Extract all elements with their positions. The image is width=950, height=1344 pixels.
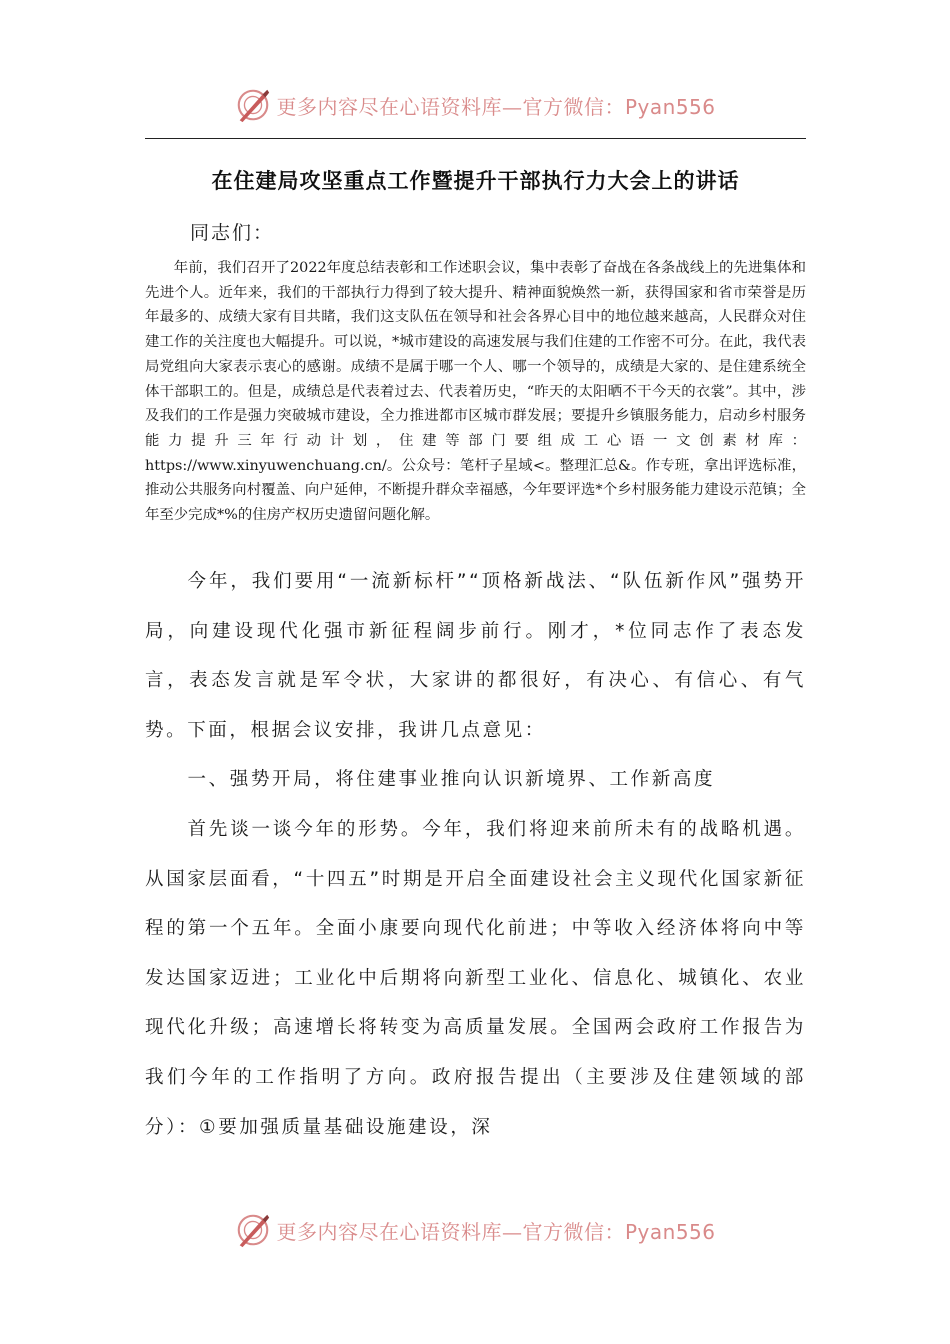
header-wechat-id: Pyan556 [624, 94, 716, 119]
header-rule [145, 138, 806, 139]
footer-banner-text: 更多内容尽在心语资料库—官方微信：Pyan556 [276, 1219, 716, 1244]
header-banner-text: 更多内容尽在心语资料库—官方微信：Pyan556 [276, 94, 716, 119]
header-banner [0, 80, 950, 130]
pen-logo-icon [234, 1211, 272, 1249]
footer-banner [0, 1205, 950, 1255]
intro-paragraph: 年前，我们召开了2022年度总结表彰和工作述职会议，集中表彰了奋战在各条战线上的先进集体和先进个人。近年来，我们的干部执行力得到了较大提升、精神面貌焕然一新，获得国家和省市荣誉是历年最多的、成绩大家有目共睹，我们这支队伍在领导和社会各界心目中的地位越来越高，人民群众对住建工作的关注度也大幅提升。可以说，*城市建设的高速发展与我们住建的工作密不可分。在此，我代表局党组向大家表示衷心的感谢。成绩不是属于哪一个人、哪一个领导的，成绩是大家的、是住建系统全体干部职工的。但是，成绩总是代表着过去、代表着历史，“昨天的太阳晒不干今天的衣裳”。其中，涉及我们的工作是强力突破城市建设，全力推进都市区城市群发展；要提升乡镇服务能力，启动乡村服务能力提升三年行动计划，住建等部门要组成工心语一文创素材库：https://www.xinyuwenchuang.cn/。公众号：笔杆子星域<。整理汇总&。作专班，拿出评选标准，推动公共服务向村覆盖、向户延伸，不断提升群众幸福感，今年要评选*个乡村服务能力建设示范镇；全年至少完成*%的住房产权历史遗留问题化解。 [145, 260, 806, 524]
paragraph-2: 今年，我们要用“一流新标杆”“顶格新战法、“队伍新作风”强势开局，向建设现代化强市新征程阔步前行。刚才，*位同志作了表态发言，表态发言就是军令状，大家讲的都很好，有决心、有信心、有气势。下面，根据会议安排，我讲几点意见： [145, 571, 806, 741]
footer-wechat-id: Pyan556 [624, 1219, 716, 1244]
section-1-heading: 一、强势开局，将住建事业推向认识新境界、工作新高度 [187, 769, 716, 790]
salutation: 同志们： [190, 222, 275, 244]
paragraph-3: 首先谈一谈今年的形势。今年，我们将迎来前所未有的战略机遇。从国家层面看，“十四五”时期是开启全面建设社会主义现代化国家新征程的第一个五年。全面小康要向现代化前进；中等收入经济体将向中等发达国家迈进；工业化中后期将向新型工业化、信息化、城镇化、农业现代化升级；高速增长将转变为高质量发展。全国两会政府工作报告为我们今年的工作指明了方向。政府报告提出（主要涉及住建领域的部分）：①要加强质量基础设施建设，深 [145, 819, 806, 1138]
document-title: 在住建局攻坚重点工作暨提升干部执行力大会上的讲话 [211, 168, 740, 193]
pen-logo-icon [234, 86, 272, 124]
